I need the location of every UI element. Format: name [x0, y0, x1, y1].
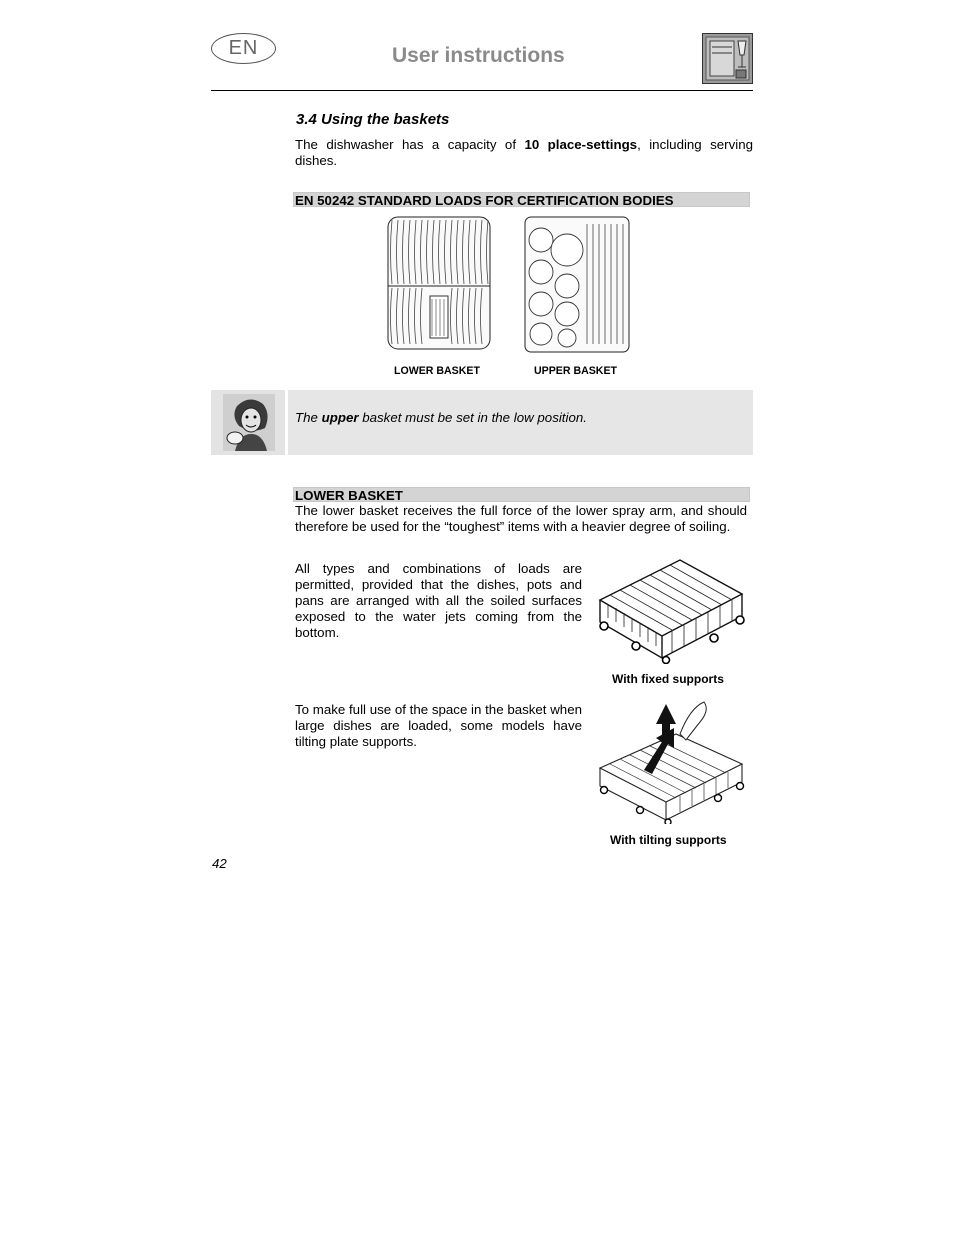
tilting-supports-basket-figure	[596, 698, 746, 824]
intro-text-pre: The dishwasher has a capacity of	[295, 137, 525, 152]
language-badge	[211, 33, 276, 64]
note-icon-cell	[211, 390, 288, 455]
note-text	[295, 410, 587, 425]
intro-text-post: , including serving dishes.	[295, 137, 753, 168]
lower-basket-bar: LOWER BASKET	[293, 487, 750, 502]
page-number: 42	[212, 856, 227, 871]
lower-basket-caption: LOWER BASKET	[394, 365, 480, 377]
tilting-supports-caption: With tilting supports	[610, 833, 727, 847]
upper-basket-load-figure	[523, 214, 631, 356]
dishwasher-icon	[702, 33, 753, 84]
language-code: EN	[228, 37, 259, 59]
fixed-supports-basket-figure	[596, 558, 746, 664]
intro-text-bold: 10 place-settings	[524, 137, 638, 152]
note-text-pre: The	[295, 410, 322, 425]
upper-basket-caption: UPPER BASKET	[534, 365, 617, 377]
standard-loads-bar: EN 50242 STANDARD LOADS FOR CERTIFICATION BODIES	[293, 192, 750, 207]
lower-basket-paragraph-3: To make full use of the space in the basket when large dishes are loaded, some models have tilting plate supports.	[295, 702, 582, 749]
intro-paragraph	[295, 137, 753, 169]
assistant-icon	[223, 394, 275, 451]
lower-basket-paragraph-1: The lower basket receives the full force of the lower spray arm, and should therefore be used for the “toughest” items with a heavier degree of soiling.	[295, 503, 747, 534]
header-divider	[211, 90, 753, 91]
note-text-post: basket must be set in the low position.	[358, 410, 587, 425]
section-title: 3.4 Using the baskets	[296, 111, 450, 128]
lower-basket-load-figure	[386, 214, 492, 354]
page-header-title: User instructions	[392, 44, 565, 67]
lower-basket-paragraph-2: All types and combinations of loads are permitted, provided that the dishes, pots and pans are arranged with all the soiled surfaces exposed to the water jets coming from the bottom.	[295, 561, 582, 640]
note-text-bold: upper	[321, 410, 359, 425]
fixed-supports-caption: With fixed supports	[612, 672, 724, 686]
